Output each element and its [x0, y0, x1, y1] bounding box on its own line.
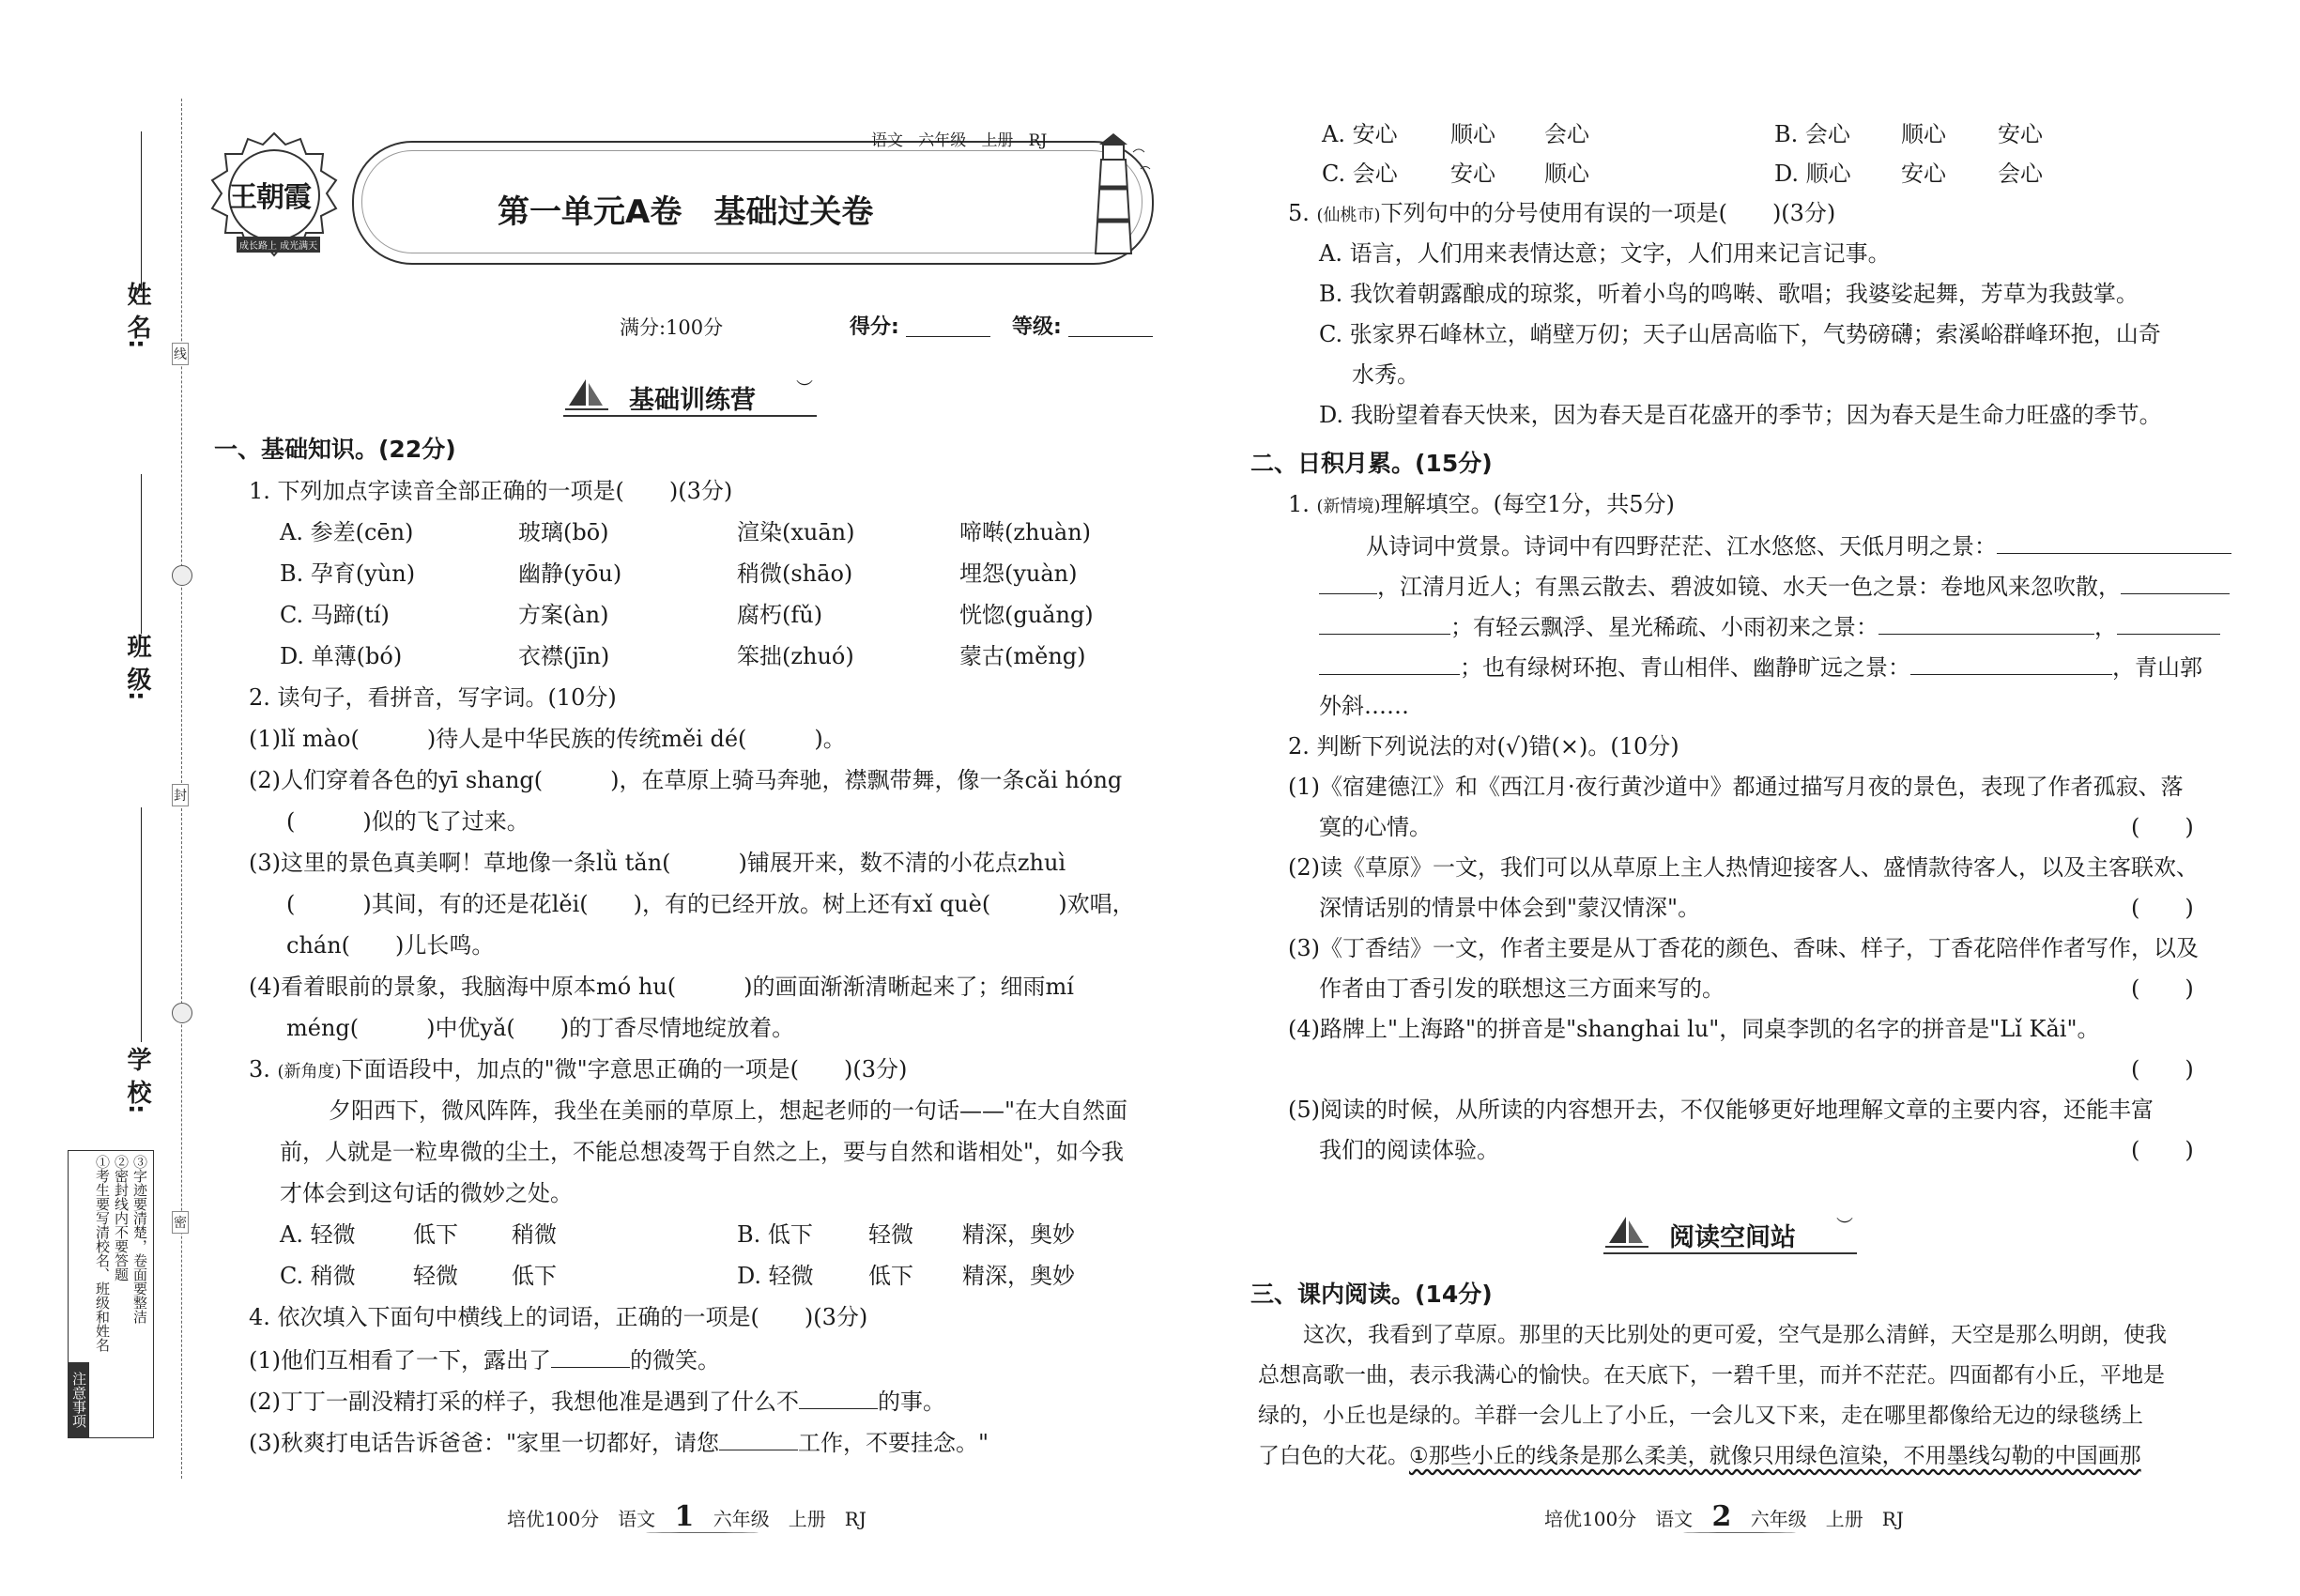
judge-item: (5)阅读的时候，从所读的内容想开去，不仅能够更好地理解文章的主要内容，还能丰富	[1288, 1097, 2154, 1123]
q4-option[interactable]: C. 会心	[1322, 161, 1398, 187]
section-banner-reading	[1603, 1213, 1857, 1256]
meta-volume: 上册	[981, 131, 1014, 150]
q4-line-2	[249, 1384, 945, 1418]
q4-blank[interactable]	[551, 1343, 630, 1368]
q1-option[interactable]: B. 孕育(yùn)	[280, 560, 416, 587]
q5-option[interactable]: C. 张家界石峰林立，峭壁万仞；天子山居高临下，气势磅礴；索溪峪群峰环抱，山奇	[1319, 321, 2161, 347]
q4-option: 安心	[1450, 161, 1495, 187]
notes-item: ③字迹要清楚，卷面要整洁	[131, 1155, 148, 1324]
sailboat-icon	[563, 376, 610, 417]
q4-option: 顺心	[1901, 121, 1946, 147]
poem-blank[interactable]	[1319, 569, 1377, 594]
judge-item: 深情话别的情景中体会到"蒙汉情深"。	[1319, 895, 1701, 921]
section-banner-basic	[563, 376, 817, 419]
q4-text: 的微笑。	[630, 1347, 720, 1373]
q5-stem-text: 下列句中的分号使用有误的一项是( )(3分)	[1380, 200, 1836, 226]
q3-option: 精深，奥妙	[962, 1263, 1075, 1289]
meta-info	[871, 127, 1047, 150]
judge-item: 作者由丁香引发的联想这三方面来写的。	[1319, 975, 1725, 1002]
brand-slogan: 成长路上 成光满天	[237, 237, 320, 253]
section-3-title: 三、课内阅读。(14分)	[1250, 1281, 1493, 1308]
q4-option: 安心	[1901, 161, 1946, 187]
q1-option: 笨拙(zhuó)	[737, 643, 854, 669]
school-field[interactable]	[141, 807, 142, 1042]
poem-blank[interactable]	[1319, 609, 1450, 635]
q3-option: 低下	[868, 1263, 913, 1289]
notes-title: 注意事项	[69, 1362, 89, 1437]
r-q1-text: ，江清月近人；有黑云散去、碧波如镜、水天一色之景：卷地风来忽吹散，	[1377, 574, 2121, 600]
binding-hole-icon	[172, 565, 192, 586]
name-label: 姓 名:	[123, 282, 151, 349]
poem-blank[interactable]	[2117, 609, 2220, 635]
judge-answer[interactable]: ( )	[2131, 814, 2194, 840]
cut-mark-2: 封	[172, 784, 189, 806]
r-q1-tag: (新情境)	[1316, 497, 1381, 516]
q2-line: ( )其间，有的还是花lěi( )，有的已经开放。树上还有xǐ què( )欢唱，	[286, 891, 1135, 917]
q4-line-3	[249, 1425, 989, 1459]
q4-text: (2)丁丁一副没精打采的样子，我想他准是遇到了什么不	[249, 1389, 799, 1415]
q3-option[interactable]: D. 轻微	[737, 1263, 814, 1289]
q2-line: ( )似的飞了过来。	[286, 808, 529, 835]
section-2-title: 二、日积月累。(15分)	[1250, 450, 1493, 477]
q3-option: 稍微	[512, 1221, 557, 1248]
q3-stem: 3. (新角度)下面语段中，加点的"微"字意思正确的一项是( )(3分)	[249, 1056, 908, 1082]
poem-blank[interactable]	[1878, 609, 2094, 635]
q1-option: 啼啭(zhuàn)	[959, 519, 1092, 545]
q4-line-1	[249, 1343, 720, 1376]
r-q1-line: ；有轻云飘浮、星光稀疏、小雨初来之景： ，	[1319, 609, 2220, 643]
q4-option: 会心	[1998, 161, 2043, 187]
reading-line: 绿的，小丘也是绿的。羊群一会儿上了小丘，一会儿又下来，走在哪里都像给无边的绿毯绣上	[1258, 1404, 2143, 1428]
q1-option: 幽静(yōu)	[518, 560, 622, 587]
banner-underline	[563, 415, 817, 417]
r-q1-text: ，青山郭	[2112, 654, 2202, 681]
q4-option[interactable]: A. 安心	[1322, 121, 1398, 147]
footer-swoosh	[1683, 1532, 1796, 1533]
judge-item: (3)《丁香结》一文，作者主要是从丁香花的颜色、香味、样子，丁香花陪伴作者写作，以及	[1288, 935, 2199, 961]
meta-subject: 语文	[871, 131, 903, 150]
r-q1-text: 从诗词中赏景。诗词中有四野茫茫、江水悠悠、天低月明之景：	[1366, 533, 1997, 560]
q3-passage: 夕阳西下，微风阵阵，我坐在美丽的草原上，想起老师的一句话——"在大自然面	[329, 1097, 1128, 1124]
r-q2-stem: 2. 判断下列说法的对(√)错(×)。(10分)	[1288, 733, 1679, 760]
r-q1-line	[1319, 569, 2230, 603]
judge-item: (1)《宿建德江》和《西江月·夜行黄沙道中》都通过描写月夜的景色，表现了作者孤寂、落	[1288, 774, 2184, 800]
r-q1-line	[1319, 650, 2202, 683]
q1-option: 渲染(xuān)	[737, 519, 855, 545]
q3-option: 轻微	[413, 1263, 458, 1289]
judge-item: (4)路牌上"上海路"的拼音是"shanghai lu"，同桌李凯的名字的拼音是"Lǐ Kǎi"。	[1288, 1016, 2100, 1042]
q3-option[interactable]: C. 稍微	[280, 1263, 356, 1289]
cut-mark-1: 线	[172, 343, 189, 365]
reading-line	[1258, 1440, 2141, 1472]
grade-field[interactable]	[1068, 336, 1153, 337]
judge-item: 寞的心情。	[1319, 814, 1432, 840]
full-score: 满分:100分	[620, 316, 724, 339]
q1-option: 稍微(shāo)	[737, 560, 853, 587]
q5-option[interactable]: A. 语言，人们用来表情达意；文字，人们用来记言记事。	[1319, 240, 1891, 267]
q4-option: 会心	[1544, 121, 1589, 147]
q4-text: (3)秋爽打电话告诉爸爸："家里一切都好，请您	[249, 1430, 720, 1456]
q4-option[interactable]: D. 顺心	[1774, 161, 1851, 187]
q5-tag: (仙桃市)	[1316, 206, 1381, 225]
poem-blank[interactable]	[2121, 569, 2230, 594]
q2-stem: 2. 读句子，看拼音，写字词。(10分)	[249, 684, 617, 711]
binding-hole-icon	[172, 1003, 192, 1023]
school-label: 学 校:	[123, 1047, 151, 1114]
judge-item: (2)读《草原》一文，我们可以从草原上主人热情迎接客人、盛情款待客人，以及主客联欢、	[1288, 854, 2199, 881]
q1-option[interactable]: C. 马蹄(tí)	[280, 602, 390, 628]
q1-option: 蒙古(měng)	[959, 643, 1086, 669]
notes-item: ②密封线内不要答题	[113, 1155, 130, 1281]
meta-grade: 六年级	[918, 131, 967, 150]
notes-box	[68, 1150, 154, 1438]
q3-option: 精深，奥妙	[962, 1221, 1075, 1248]
paper-title: 第一单元A卷 基础过关卷	[498, 193, 874, 231]
q1-option: 衣襟(jīn)	[518, 643, 610, 669]
q4-text: (1)他们互相看了一下，露出了	[249, 1347, 551, 1373]
sailboat-icon	[1603, 1213, 1650, 1254]
q4-text: 的事。	[878, 1389, 945, 1415]
reading-line: 总想高歌一曲，表示我满心的愉快。在天底下，一碧千里，而并不茫茫。四面都有小丘，平地是	[1258, 1363, 2165, 1388]
notes-item: ①考生要写清校名、班级和姓名	[94, 1155, 111, 1352]
reading-underlined-sentence: ①那些小丘的线条是那么柔美，就像只用绿色渲染，不用墨线勾勒的中国画那	[1409, 1444, 2141, 1468]
q4-stem: 4. 依次填入下面句中横线上的词语，正确的一项是( )(3分)	[249, 1304, 868, 1330]
footer-text: 培优100分 语文	[1544, 1508, 1694, 1530]
banner-underline	[1603, 1252, 1857, 1254]
q2-line: (4)看着眼前的景象，我脑海中原本mó hu( )的画面渐渐清晰起来了；细雨mí	[249, 974, 1074, 1000]
q2-line: méng( )中优yǎ( )的丁香尽情地绽放着。	[286, 1015, 795, 1041]
meta-edition: RJ	[1028, 131, 1048, 150]
q3-stem-text: 下面语段中，加点的"微"字意思正确的一项是( )(3分)	[341, 1056, 908, 1082]
brand-name: 王朝霞	[229, 181, 311, 214]
reading-text: 了白色的大花。	[1258, 1444, 1409, 1468]
footer-text: 六年级 上册 RJ	[1750, 1508, 1904, 1530]
r-q1-stem-text: 理解填空。(每空1分，共5分)	[1380, 491, 1675, 517]
q2-line: (2)人们穿着各色的yī shang( )，在草原上骑马奔驰，襟飘带舞，像一条cǎi hóng	[249, 767, 1123, 793]
q5-option[interactable]: D. 我盼望着春天快来，因为春天是百花盛开的季节；因为春天是生命力旺盛的季节。	[1319, 402, 2162, 428]
section-1-title: 一、基础知识。(22分)	[214, 436, 456, 463]
q2-line: chán( )儿长鸣。	[286, 932, 495, 959]
q3-passage: 前，人就是一粒卑微的尘土，不能总想凌驾于自然之上，要与自然和谐相处"，如今我	[280, 1139, 1125, 1165]
q3-option: 低下	[512, 1263, 557, 1289]
q5-option[interactable]: B. 我饮着朝露酿成的琼浆，听着小鸟的鸣啭、歌唱；我婆娑起舞，芳草为我鼓掌。	[1319, 281, 2139, 307]
r-q1-text: ；有轻云飘浮、星光稀疏、小雨初来之景：	[1450, 614, 1878, 640]
q2-line: (1)lǐ mào( )待人是中华民族的传统měi dé( )。	[249, 726, 846, 752]
q3-option[interactable]: B. 低下	[737, 1221, 813, 1248]
q1-option: 恍惚(guǎng)	[959, 602, 1094, 628]
r-q1-line: 外斜……	[1319, 693, 1409, 719]
q4-option: 安心	[1998, 121, 2043, 147]
q3-passage: 才体会到这句话的微妙之处。	[280, 1180, 573, 1206]
q4-option: 顺心	[1544, 161, 1589, 187]
q2-line: (3)这里的景色真美啊！草地像一条lǜ tǎn( )铺展开来，数不清的小花点zhuì	[249, 850, 1066, 876]
score-field[interactable]	[906, 336, 990, 337]
q4-option: 顺心	[1450, 121, 1495, 147]
footer-swoosh	[646, 1532, 759, 1533]
q1-option: 玻璃(bō)	[518, 519, 609, 545]
cut-mark-3: 密	[172, 1211, 189, 1234]
q5-stem: 5. (仙桃市)下列句中的分号使用有误的一项是( )(3分)	[1288, 200, 1836, 226]
class-field[interactable]	[141, 474, 142, 634]
name-field[interactable]	[141, 131, 142, 291]
q3-option[interactable]: A. 轻微	[280, 1221, 356, 1248]
q3-tag: (新角度)	[277, 1062, 342, 1082]
judge-answer[interactable]: ( )	[2131, 1137, 2194, 1163]
q1-option: 埋怨(yuàn)	[959, 560, 1078, 587]
judge-answer[interactable]: ( )	[2131, 975, 2194, 1002]
q1-option: 腐朽(fǔ)	[737, 602, 823, 628]
banner-title: 基础训练营	[629, 386, 756, 415]
brand-logo	[208, 131, 340, 263]
page-number: 1	[674, 1500, 695, 1533]
r-q1-line	[1366, 529, 2231, 562]
lighthouse-icon	[1075, 131, 1159, 272]
q3-option: 低下	[413, 1221, 458, 1248]
grade-label: 等级:	[1012, 315, 1062, 339]
r-q1-text: ；也有绿树环抱、青山相伴、幽静旷远之景：	[1460, 654, 1910, 681]
q4-blank[interactable]	[719, 1425, 798, 1450]
q1-option[interactable]: D. 单薄(bó)	[280, 643, 403, 669]
poem-blank[interactable]	[1910, 650, 2112, 675]
poem-blank[interactable]	[1997, 529, 2231, 554]
q4-option[interactable]: B. 会心	[1774, 121, 1850, 147]
q1-option: 方案(àn)	[518, 602, 609, 628]
footer-text: 培优100分 语文	[507, 1508, 656, 1530]
q4-blank[interactable]	[799, 1384, 878, 1409]
reading-line: 这次，我看到了草原。那里的天比别处的更可爱，空气是那么清鲜，天空是那么明朗，使我	[1303, 1323, 2167, 1347]
q1-option[interactable]: A. 参差(cēn)	[280, 519, 414, 545]
q4-text: 工作，不要挂念。"	[798, 1430, 989, 1456]
banner-title: 阅读空间站	[1669, 1223, 1796, 1252]
poem-blank[interactable]	[1319, 650, 1460, 675]
score-label: 得分:	[850, 315, 899, 339]
judge-answer[interactable]: ( )	[2131, 1056, 2194, 1082]
q3-option: 轻微	[868, 1221, 913, 1248]
footer-left	[507, 1500, 866, 1533]
class-label: 班 级:	[123, 634, 151, 701]
q1-stem: 1. 下列加点字读音全部正确的一项是( )(3分)	[249, 478, 733, 504]
judge-answer[interactable]: ( )	[2131, 895, 2194, 921]
bird-icon: ︶	[796, 379, 813, 399]
bird-icon: ︶	[1836, 1217, 1853, 1236]
page-number: 2	[1711, 1500, 1732, 1533]
r-q1-stem: 1. (新情境)理解填空。(每空1分，共5分)	[1288, 491, 1675, 517]
footer-text: 六年级 上册 RJ	[713, 1508, 866, 1530]
judge-item: 我们的阅读体验。	[1319, 1137, 1499, 1163]
q5-option-cont: 水秀。	[1352, 361, 1419, 388]
footer-right	[1544, 1500, 1904, 1533]
